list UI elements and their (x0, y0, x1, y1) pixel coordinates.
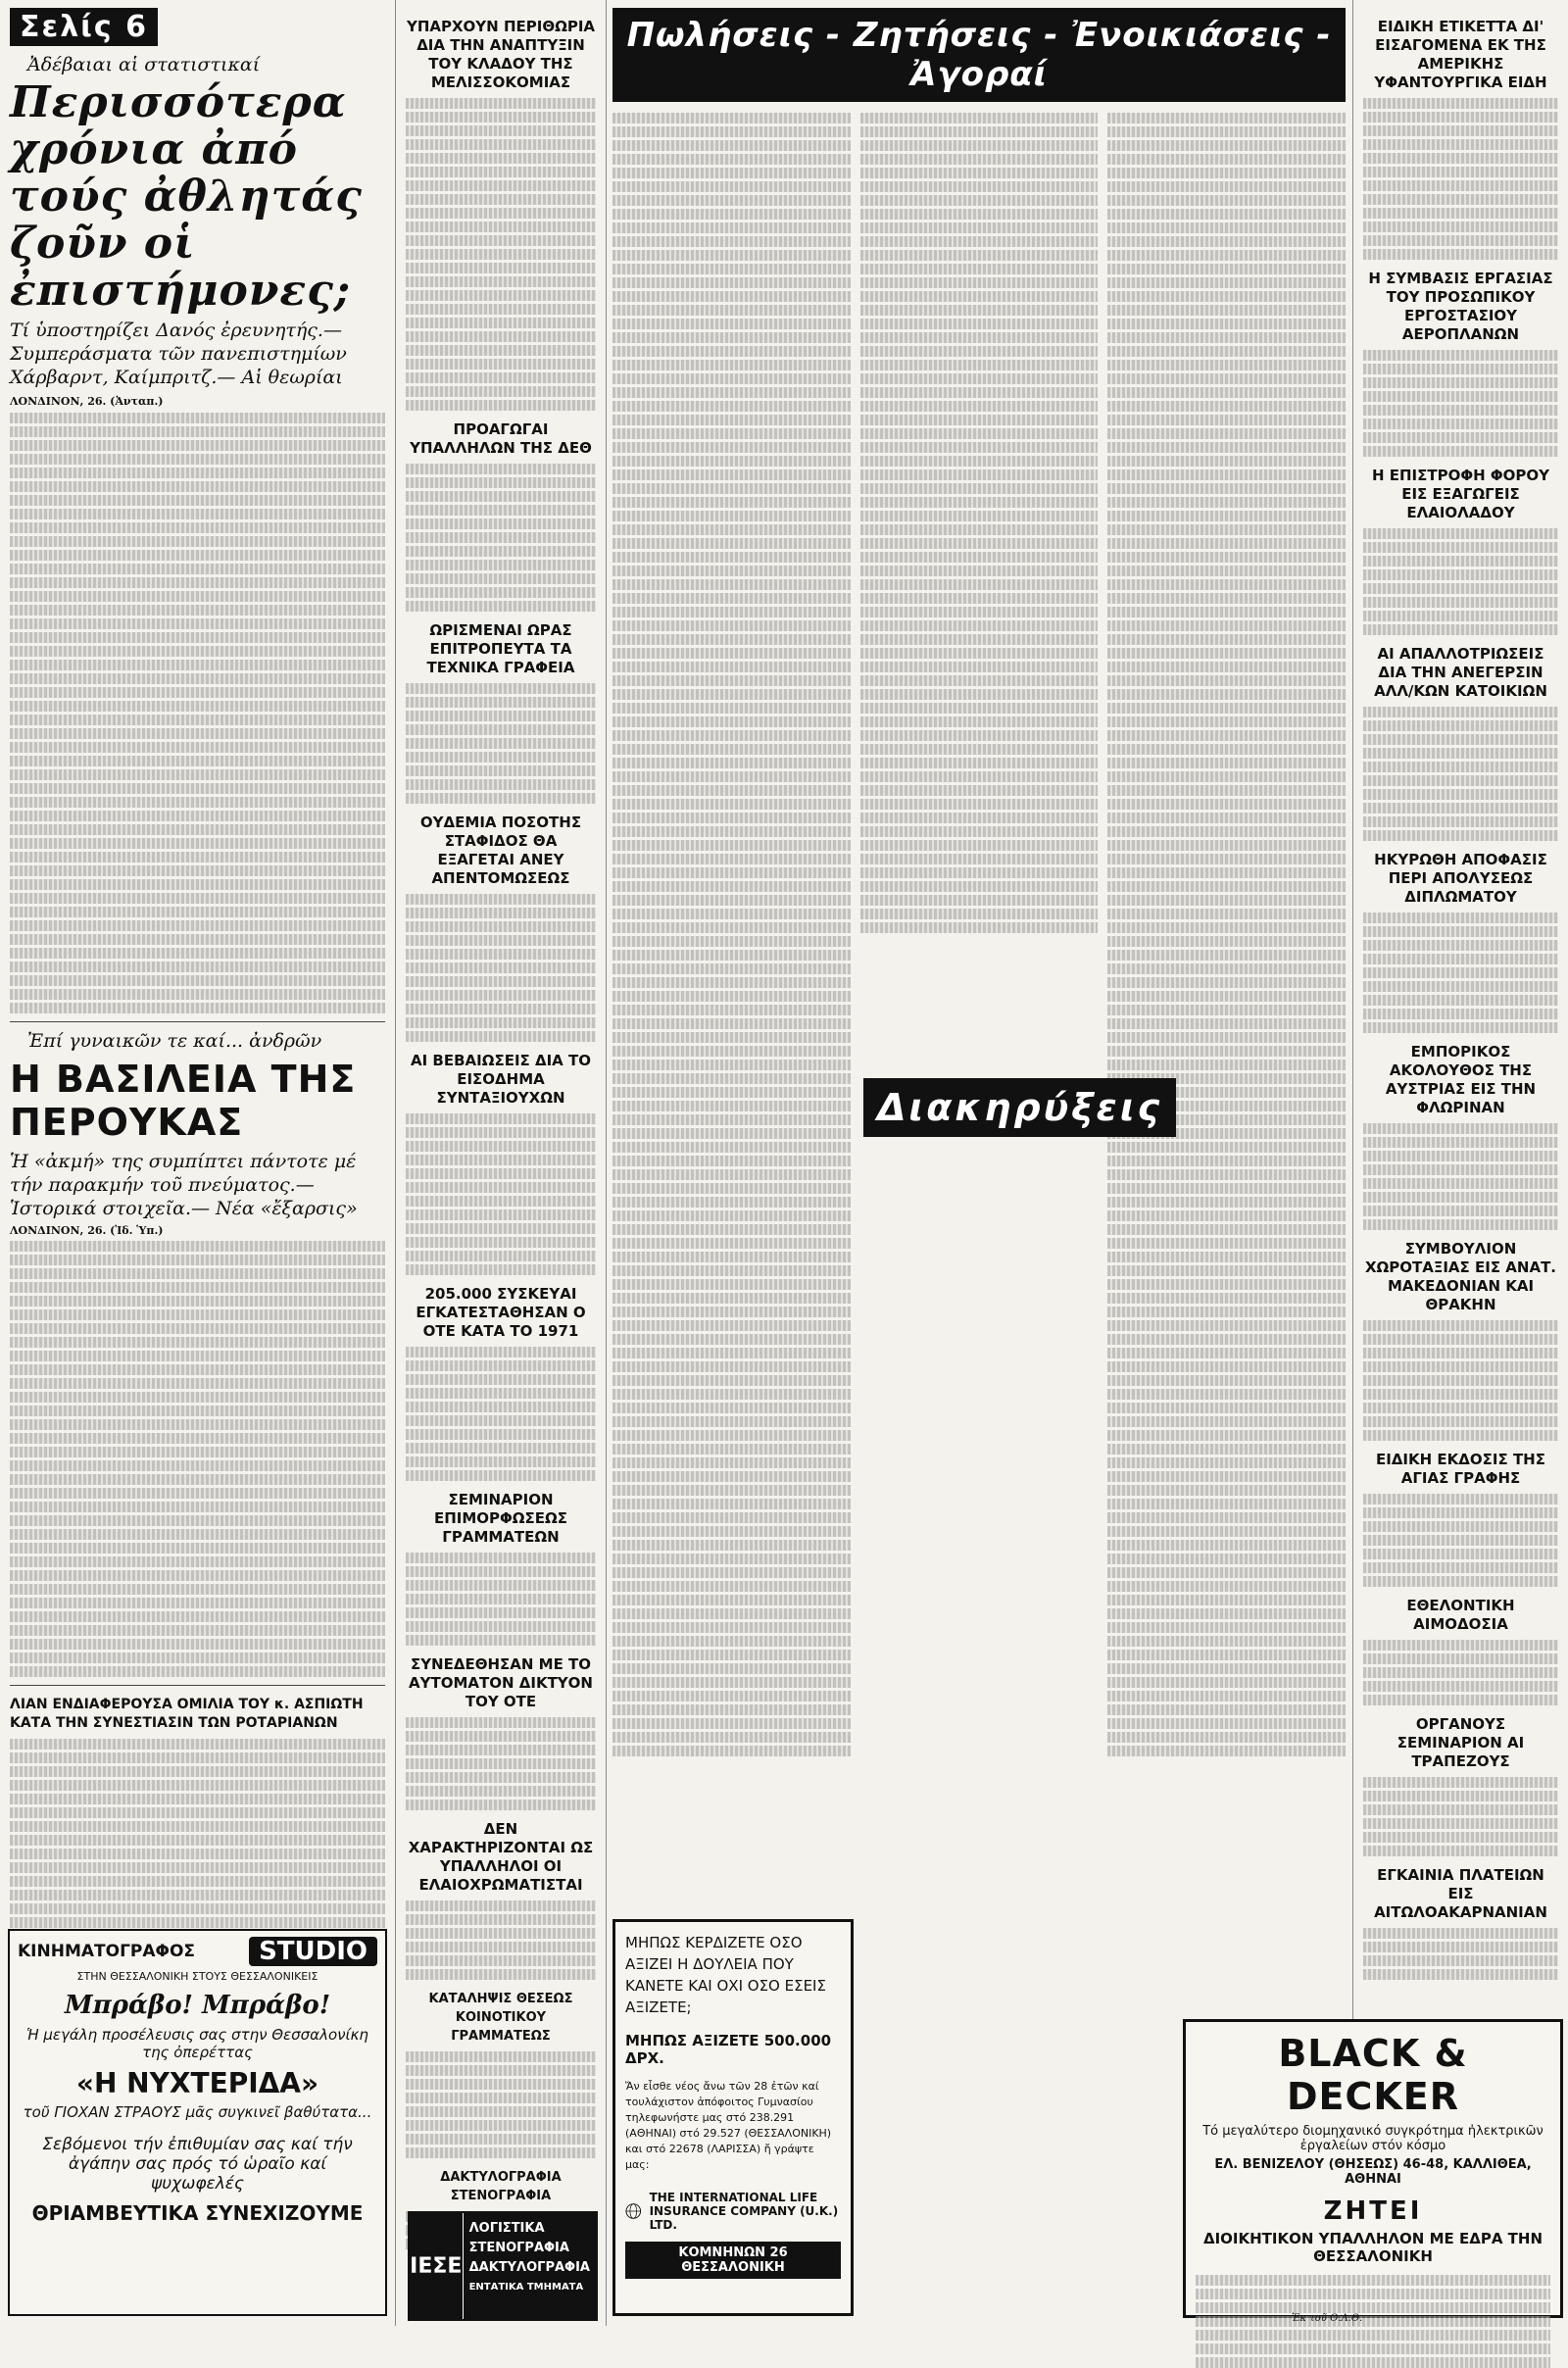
footer-note: Ἐκ τοῦ Ο.Λ.Θ. (1292, 2313, 1363, 2324)
life-ad-line3: Ἄν εἶσθε νέος ἄνω τῶν 28 ἐτῶν καί τουλάχιστον ἀπόφοιτος Γυμνασίου τηλεφωνήστε μας στό 238.291 (ΑΘΗΝΑΙ) στό 29.527 (ΘΕΣΣΑΛΟΝΙΚΗ) και στό 22678 (ΛΑΡΙΣΣΑ) ἤ γράψτε μας: (625, 2080, 832, 2171)
col2-h10: ΚΑΤΑΛΗΨΙΣ ΘΕΣΕΩΣ ΚΟΙΝΟΤΙΚΟΥ ΓΡΑΜΜΑΤΕΩΣ (428, 1992, 573, 2044)
col6-h2: Η ΣΥΜΒΑΣΙΣ ΕΡΓΑΣΙΑΣ ΤΟΥ ΠΡΟΣΩΠΙΚΟΥ ΕΡΓΟΣΤΑΣΙΟΥ ΑΕΡΟΠΛΑΝΩΝ (1368, 270, 1553, 343)
life-ad-company: THE INTERNATIONAL LIFE INSURANCE COMPANY (U.K.) LTD. (649, 2191, 839, 2232)
cinema-line2: τοῦ ΓΙΟΧΑΝ ΣΤΡΑΟΥΣ μᾶς συγκινεῖ βαθύτατα... (23, 2103, 372, 2121)
life-insurance-ad (612, 1919, 854, 2316)
life-ad-line2: ΜΗΠΩΣ ΑΞΙΖΕΤΕ 500.000 ΔΡΧ. (625, 2032, 832, 2067)
col6-h11: ΕΓΚΑΙΝΙΑ ΠΛΑΤΕΙΩΝ ΕΙΣ ΑΙΤΩΛΟΑΚΑΡΝΑΝΙΑΝ (1374, 1866, 1547, 1921)
peruke-kicker: Ἐπί γυναικῶν τε καί... ἀνδρῶν (27, 1030, 322, 1052)
classifieds-banner: Πωλήσεις - Ζητήσεις - Ἐνοικιάσεις - Ἀγοραί (612, 8, 1346, 102)
main-kicker: Ἀδέβαιαι αἱ στατιστικαί (27, 54, 261, 75)
bd-line3: ΖΗΤΕΙ (1323, 2196, 1423, 2226)
cinema-label: ΚΙΝΗΜΑΤΟΓΡΑΦΟΣ (18, 1942, 196, 1961)
bd-line1: Τό μεγαλύτερο διομηχανικό συγκρότημα ἠλεκτρικῶν ἐργαλείων στόν κόσμο (1202, 2124, 1544, 2153)
iese-line3: ΔΑΚΤΥΛΟΓΡΑΦΙΑ (468, 2260, 590, 2275)
cinema-line4: ΘΡΙΑΜΒΕΥΤΙΚΑ ΣΥΝΕΧΙΖΟΥΜΕ (31, 2201, 364, 2225)
iese-ad (408, 2211, 598, 2321)
cinema-subtitle: ΣΤΗΝ ΘΕΣΣΑΛΟΝΙΚΗ ΣΤΟΥΣ ΘΕΣΣΑΛΟΝΙΚΕΙΣ (76, 1970, 318, 1983)
iese-line2: ΣΤΕΝΟΓΡΑΦΙΑ (468, 2241, 569, 2255)
iese-line1: ΛΟΓΙΣΤΙΚΑ (468, 2221, 545, 2236)
col2-h1: ΥΠΑΡΧΟΥΝ ΠΕΡΙΘΩΡΙΑ ΔΙΑ ΤΗΝ ΑΝΑΠΤΥΞΙΝ ΤΟΥ ΚΛΑΔΟΥ ΤΗΣ ΜΕΛΙΣΣΟΚΟΜΙΑΣ (406, 18, 596, 91)
bd-line2: ΕΛ. ΒΕΝΙΖΕΛΟΥ (ΘΗΣΕΩΣ) 46-48, ΚΑΛΛΙΘΕΑ, ΑΘΗΝΑΙ (1214, 2157, 1532, 2187)
main-dateline: ΛΟΝΔΙΝΟΝ, 26. (Ἀνταπ.) (10, 395, 164, 408)
col6-h10: ΟΡΓΑΝΟΥΣ ΣΕΜΙΝΑΡΙΟΝ ΑΙ ΤΡΑΠΕΖΟΥΣ (1396, 1715, 1525, 1770)
col2-h9: ΔΕΝ ΧΑΡΑΚΤΗΡΙΖΟΝΤΑΙ ΩΣ ΥΠΑΛΛΗΛΟΙ ΟΙ ΕΛΑΙΟΧΡΩΜΑΤΙΣΤΑΙ (408, 1820, 594, 1894)
col6-h9: ΕΘΕΛΟΝΤΙΚΗ ΑΙΜΟΔΟΣΙΑ (1406, 1597, 1515, 1633)
life-ad-address: ΚΟΜΝΗΝΩΝ 26 ΘΕΣΣΑΛΟΝΙΚΗ (625, 2242, 841, 2279)
classifieds-col-b (860, 110, 1099, 1759)
col6-h3: Η ΕΠΙΣΤΡΟΦΗ ΦΟΡΟΥ ΕΙΣ ΕΞΑΓΩΓΕΙΣ ΕΛΑΙΟΛΑΔΟΥ (1371, 467, 1550, 521)
cinema-title: «Η ΝΥΧΤΕΡΙΔΑ» (75, 2067, 319, 2099)
col2-h5: ΑΙ ΒΕΒΑΙΩΣΕΙΣ ΔΙΑ ΤΟ ΕΙΣΟΔΗΜΑ ΣΥΝΤΑΞΙΟΥΧΩΝ (410, 1052, 591, 1107)
cinema-ad (8, 1929, 387, 2316)
peruke-headline: Η ΒΑΣΙΛΕΙΑ ΤΗΣ ΠΕΡΟΥΚΑΣ (10, 1058, 357, 1144)
bd-brand: BLACK & DECKER (1278, 2032, 1468, 2118)
peruke-dateline: ΛΟΝΔΙΝΟΝ, 26. (Ἰδ. Ὑπ.) (10, 1224, 164, 1237)
column-1 (0, 0, 395, 2326)
classifieds-area (607, 0, 1351, 2326)
main-headline: Περισσότερα χρόνια ἀπό τούς ἀθλητάς ζοῦν οἱ ἐπιστήμονες; (10, 77, 363, 316)
main-subhead: Τί ὑποστηρίζει Δανός ἐρευνητής.— Συμπεράσματα τῶν πανεπιστημίων Χάρβαρντ, Καίμπριτζ.— Αἱ θεωρίαι (10, 320, 347, 388)
classifieds-col-a (612, 110, 851, 1759)
announcements-banner-wrap (863, 1078, 1176, 1137)
announcements-banner: Διακηρύξεις (863, 1078, 1176, 1137)
col6-h4: ΑΙ ΑΠΑΛΛΟΤΡΙΩΣΕΙΣ ΔΙΑ ΤΗΝ ΑΝΕΓΕΡΣΙΝ ΑΛΛ/ΚΩΝ ΚΑΤΟΙΚΙΩΝ (1374, 645, 1547, 700)
col6-h1: ΕΙΔΙΚΗ ΕΤΙΚΕΤΤΑ ΔΙ' ΕΙΣΑΓΟΜΕΝΑ ΕΚ ΤΗΣ ΑΜΕΡΙΚΗΣ ΥΦΑΝΤΟΥΡΓΙΚΑ ΕΙΔΗ (1374, 18, 1547, 91)
col2-h4: ΟΥΔΕΜΙΑ ΠΟΣΟΤΗΣ ΣΤΑΦΙΔΟΣ ΘΑ ΕΞΑΓΕΤΑΙ ΑΝΕΥ ΑΠΕΝΤΟΜΩΣΕΩΣ (419, 814, 582, 887)
cinema-name: STUDIO (249, 1937, 377, 1966)
column-6 (1353, 0, 1568, 2326)
col2-h3: ΩΡΙΣΜΕΝΑΙ ΩΡΑΣ ΕΠΙΤΡΟΠΕΥΤΑ ΤΑ ΤΕΧΝΙΚΑ ΓΡΑΦΕΙΑ (426, 621, 575, 676)
column-2 (396, 0, 606, 2326)
peruke-body (10, 1241, 385, 1677)
cinema-bravo: Μπράβο! Μπράβο! (64, 1991, 331, 2020)
col6-h8: ΕΙΔΙΚΗ ΕΚΔΟΣΙΣ ΤΗΣ ΑΓΙΑΣ ΓΡΑΦΗΣ (1376, 1451, 1545, 1487)
classifieds-col-c (1107, 110, 1346, 1759)
main-body (10, 413, 385, 1013)
peruke-subhead: Ἡ «ἀκμή» της συμπίπτει πάντοτε μέ τήν παρακμήν τοῦ πνεύματος.— Ἱστορικά στοιχεῖα.— Νέα «ἔξαρσις» (10, 1151, 358, 1219)
rotary-headline: ΛΙΑΝ ΕΝΔΙΑΦΕΡΟΥΣΑ ΟΜΙΛΙΑ ΤΟΥ κ. ΑΣΠΙΩΤΗ ΚΑΤΑ ΤΗΝ ΣΥΝΕΣΤΙΑΣΙΝ ΤΩΝ ΡΟΤΑΡΙΑΝΩΝ (10, 1697, 364, 1731)
iese-logo: ΙΕΣΕ (410, 2213, 464, 2319)
col2-h11: ΔΑΚΤΥΛΟΓΡΑΦΙΑ ΣΤΕΝΟΓΡΑΦΙΑ (440, 2170, 562, 2203)
cinema-line3: Σεβόμενοι τήν ἐπιθυμίαν σας καί τήν ἀγάπην σας πρός τό ὡραῖο καί ψυχωφελές (42, 2135, 353, 2194)
life-ad-line1: ΜΗΠΩΣ ΚΕΡΔΙΖΕΤΕ ΟΣΟ ΑΞΙΖΕΙ Η ΔΟΥΛΕΙΑ ΠΟΥ ΚΑΝΕΤΕ ΚΑΙ ΟΧΙ ΟΣΟ ΕΣΕΙΣ ΑΞΙΖΕΤΕ; (625, 1934, 826, 2016)
col2-h2: ΠΡΟΑΓΩΓΑΙ ΥΠΑΛΛΗΛΩΝ ΤΗΣ ΔΕΘ (410, 420, 592, 457)
globe-icon (625, 2195, 642, 2228)
col2-h6: 205.000 ΣΥΣΚΕΥΑΙ ΕΓΚΑΤΕΣΤΑΘΗΣΑΝ Ο ΟΤΕ ΚΑΤΑ ΤΟ 1971 (416, 1285, 586, 1340)
col2-h8: ΣΥΝΕΔΕΘΗΣΑΝ ΜΕ ΤΟ ΑΥΤΟΜΑΤΟΝ ΔΙΚΤΥΟΝ ΤΟΥ ΟΤΕ (409, 1655, 593, 1710)
iese-line4: ΕΝΤΑΤΙΚΑ ΤΜΗΜΑΤΑ (468, 2282, 584, 2293)
bd-body (1196, 2275, 1550, 2368)
col6-h7: ΣΥΜΒΟΥΛΙΟΝ ΧΩΡΟΤΑΞΙΑΣ ΕΙΣ ΑΝΑΤ. ΜΑΚΕΔΟΝΙΑΝ ΚΑΙ ΘΡΑΚΗΝ (1364, 1240, 1557, 1313)
black-decker-ad (1183, 2019, 1563, 2318)
cinema-line1: Ἡ μεγάλη προσέλευσις σας στην Θεσσαλονίκη της ὀπερέττας (26, 2026, 368, 2061)
section-label: Σελίς 6 (10, 8, 158, 46)
col6-h6: ΕΜΠΟΡΙΚΟΣ ΑΚΟΛΟΥΘΟΣ ΤΗΣ ΑΥΣΤΡΙΑΣ ΕΙΣ ΤΗΝ ΦΛΩΡΙΝΑΝ (1385, 1043, 1537, 1116)
col2-h7: ΣΕΜΙΝΑΡΙΟΝ ΕΠΙΜΟΡΦΩΣΕΩΣ ΓΡΑΜΜΑΤΕΩΝ (433, 1491, 568, 1546)
col6-h5: ΗΚΥΡΩΘΗ ΑΠΟΦΑΣΙΣ ΠΕΡΙ ΑΠΟΛΥΣΕΩΣ ΔΙΠΛΩΜΑΤΟΥ (1374, 851, 1547, 906)
bd-line4: ΔΙΟΙΚΗΤΙΚΟΝ ΥΠΑΛΛΗΛΟΝ ΜΕ ΕΔΡΑ ΤΗΝ ΘΕΣΣΑΛΟΝΙΚΗ (1202, 2230, 1543, 2265)
